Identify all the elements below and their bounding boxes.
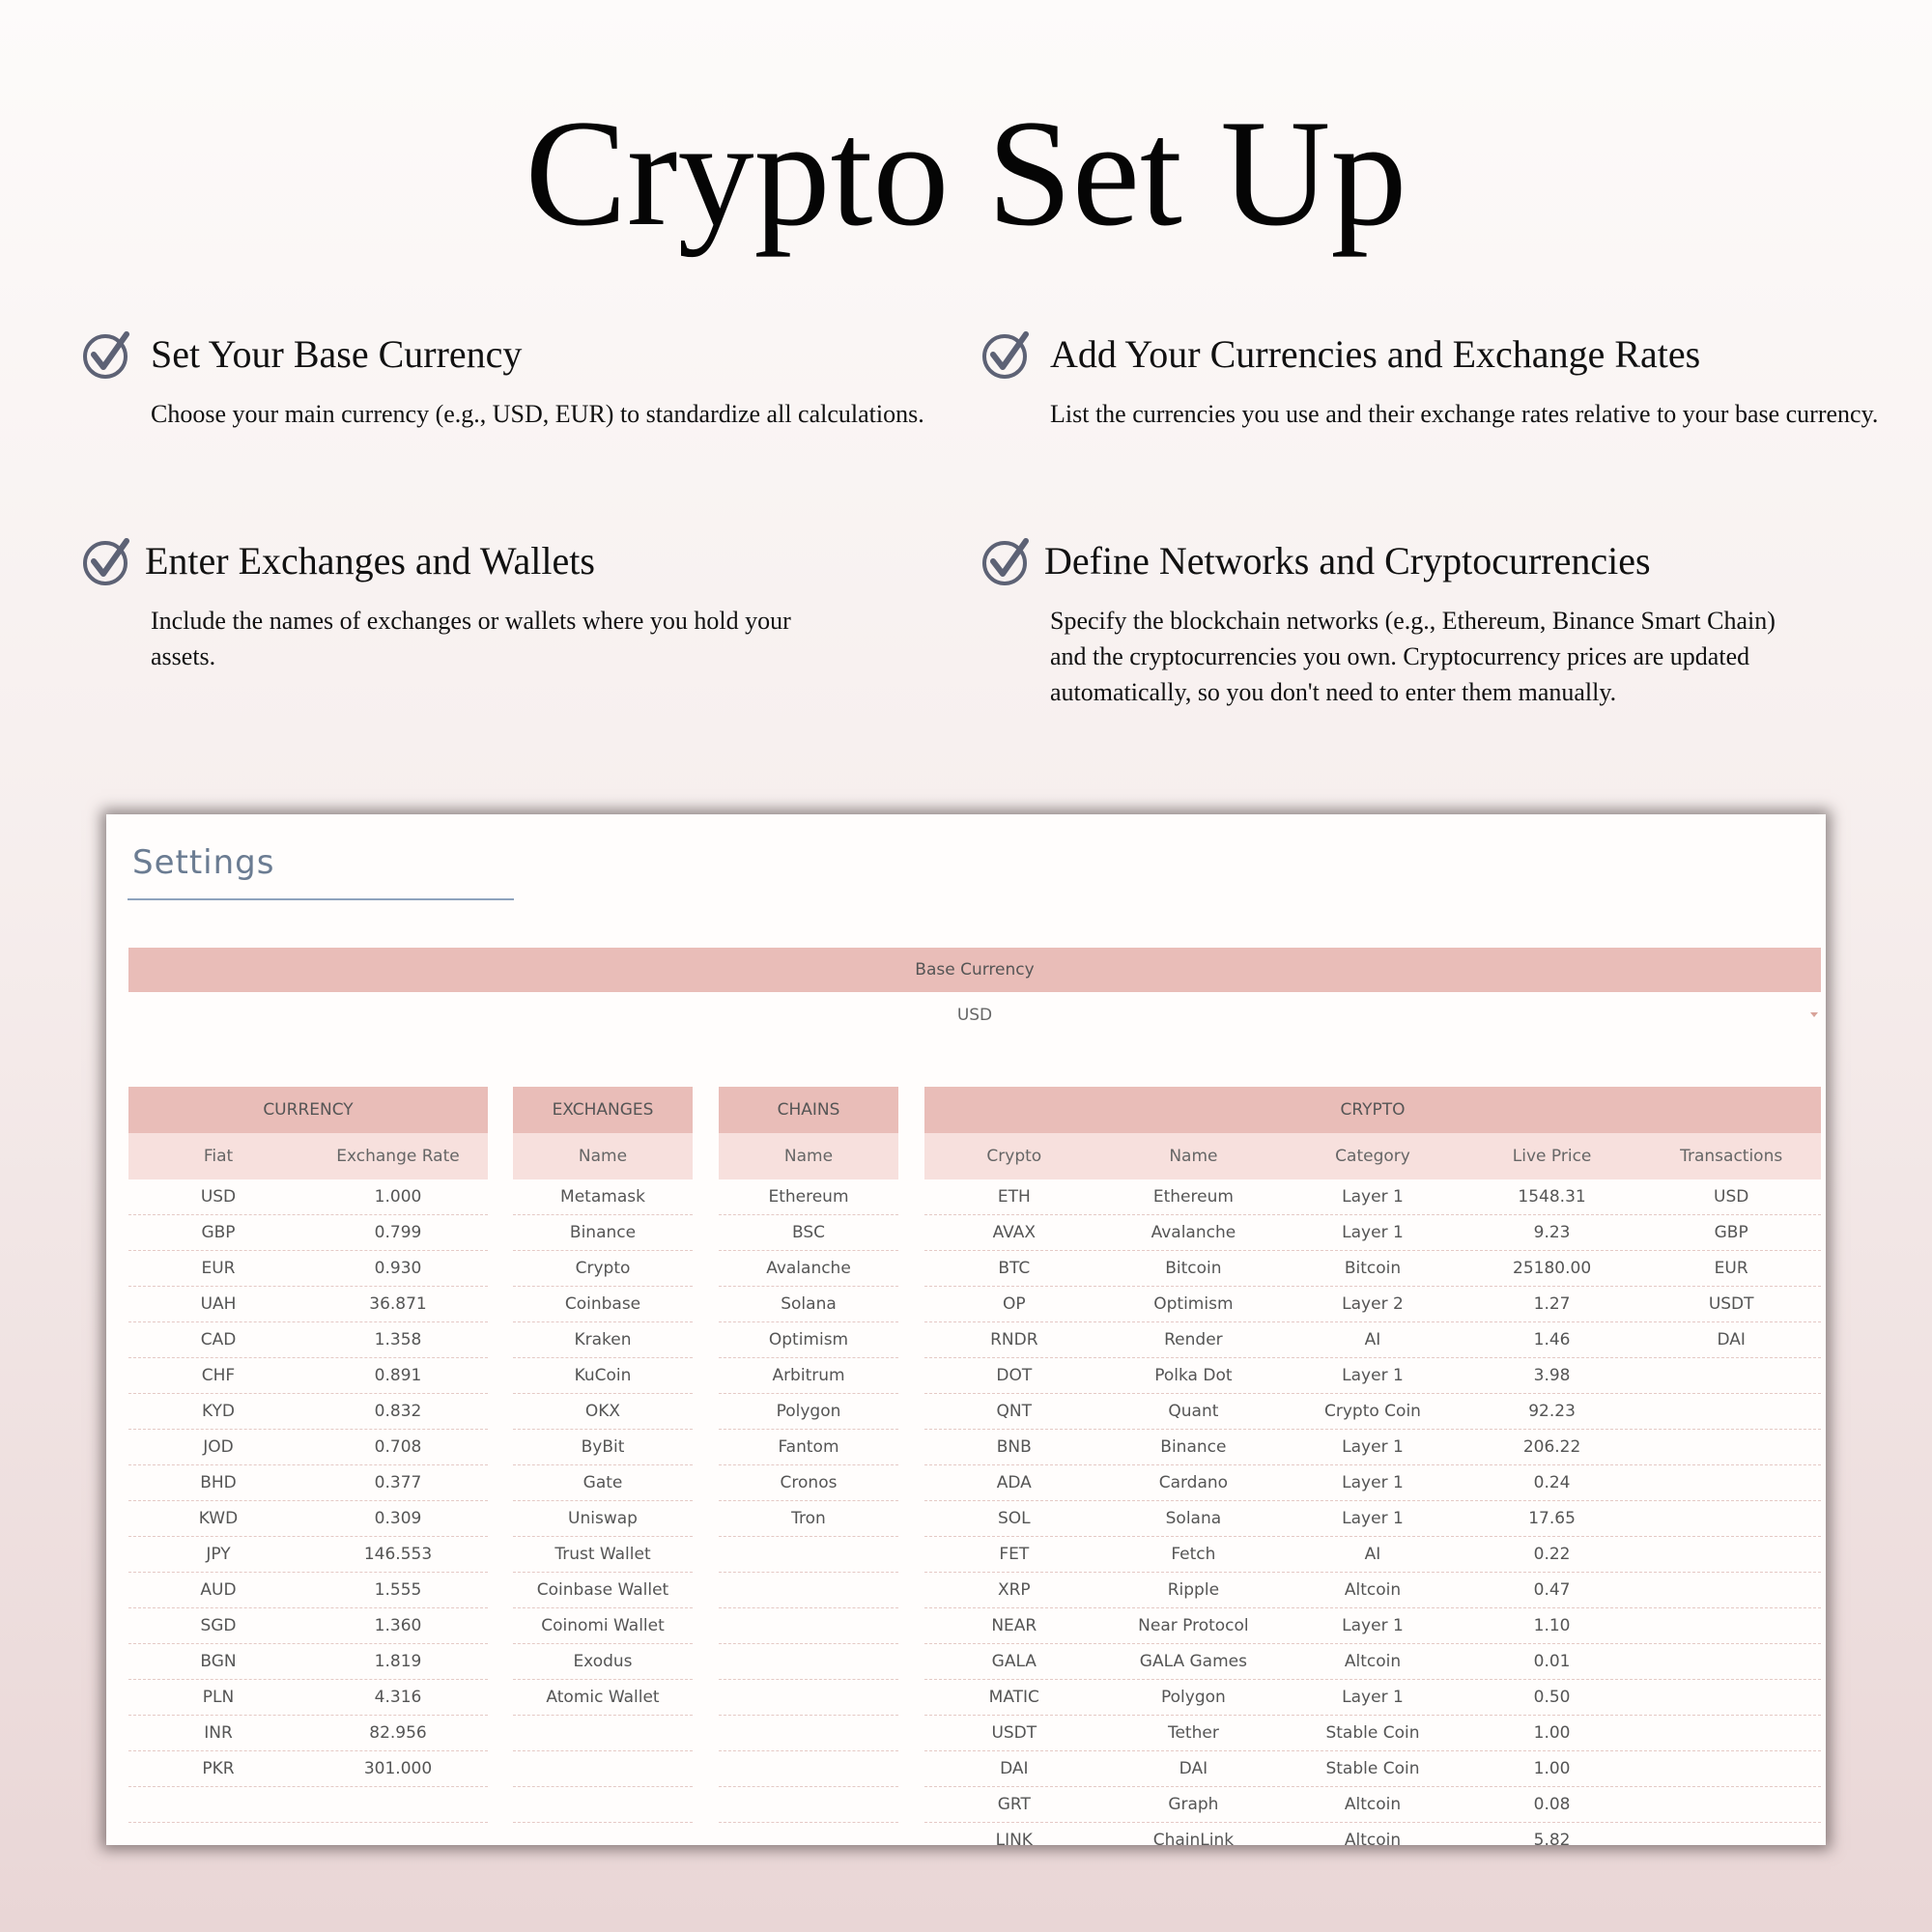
table-cell[interactable]: Binance [569, 1223, 637, 1242]
table-row[interactable] [719, 1215, 898, 1251]
table-cell[interactable]: XRP [997, 1580, 1031, 1600]
settings-panel [106, 814, 1826, 1845]
table-cell[interactable]: Stable Coin [1325, 1723, 1420, 1743]
table-cell[interactable]: Ethereum [768, 1187, 849, 1207]
table-row[interactable] [719, 1501, 898, 1537]
table-row[interactable] [128, 1322, 488, 1358]
column-header[interactable]: Name [1169, 1147, 1218, 1166]
table-cell[interactable] [128, 1823, 308, 1845]
table-row[interactable] [513, 1680, 693, 1716]
table-cell[interactable]: CAD [200, 1330, 237, 1350]
dropdown-arrow-icon[interactable] [1810, 1012, 1818, 1017]
table-cell[interactable]: 0.930 [374, 1259, 422, 1278]
table-cell[interactable]: PLN [202, 1688, 235, 1707]
table-cell[interactable]: Optimism [768, 1330, 849, 1350]
table-cell[interactable]: 0.01 [1533, 1652, 1571, 1671]
step-heading: Add Your Currencies and Exchange Rates [1050, 332, 1701, 376]
table-cell[interactable] [719, 1716, 898, 1750]
table-cell[interactable]: Stable Coin [1325, 1759, 1420, 1778]
table-row[interactable] [924, 1465, 1821, 1501]
table-cell[interactable] [1641, 1465, 1821, 1500]
table-row[interactable] [719, 1537, 898, 1573]
title-underline [128, 898, 514, 900]
column-header[interactable]: Name [578, 1147, 628, 1166]
table-cell[interactable] [719, 1823, 898, 1845]
table-cell[interactable]: Altcoin [1344, 1795, 1402, 1814]
table-cell[interactable]: 17.65 [1528, 1509, 1576, 1528]
table-cell[interactable]: Layer 1 [1342, 1473, 1404, 1492]
currency-table [128, 1087, 488, 1845]
table-cell[interactable]: 1.555 [374, 1580, 422, 1600]
table-cell[interactable] [1641, 1823, 1821, 1845]
table-cell[interactable]: Avalanche [1151, 1223, 1236, 1242]
table-cell[interactable]: SGD [200, 1616, 237, 1635]
table-row[interactable] [719, 1680, 898, 1716]
table-cell[interactable]: DAI [1000, 1759, 1029, 1778]
table-row[interactable] [924, 1823, 1821, 1845]
table-cell[interactable]: Fantom [778, 1437, 839, 1457]
table-cell[interactable]: AVAX [992, 1223, 1036, 1242]
table-row[interactable] [128, 1179, 488, 1215]
crypto-table [924, 1087, 1821, 1845]
table-row[interactable] [513, 1394, 693, 1430]
table-cell[interactable]: JPY [206, 1545, 231, 1564]
table-cell[interactable]: Layer 1 [1342, 1688, 1404, 1707]
table-row[interactable] [719, 1179, 898, 1215]
table-cell[interactable]: Optimism [1153, 1294, 1234, 1314]
table-row[interactable] [128, 1787, 488, 1823]
table-cell[interactable]: Tether [1167, 1723, 1219, 1743]
table-row[interactable] [128, 1215, 488, 1251]
table-cell[interactable] [719, 1644, 898, 1679]
table-row[interactable] [719, 1394, 898, 1430]
table-cell[interactable]: BSC [791, 1223, 826, 1242]
table-cell[interactable]: Gate [582, 1473, 623, 1492]
table-cell[interactable] [719, 1751, 898, 1786]
step-description: Choose your main currency (e.g., USD, EUR) to standardize all calculations. [151, 400, 924, 428]
table-cell[interactable] [1641, 1430, 1821, 1464]
table-row[interactable] [719, 1358, 898, 1394]
table-cell[interactable]: Exodus [573, 1652, 633, 1671]
table-cell[interactable]: ByBit [581, 1437, 625, 1457]
table-row[interactable] [513, 1501, 693, 1537]
table-row[interactable] [128, 1465, 488, 1501]
table-row[interactable] [719, 1823, 898, 1845]
table-row[interactable] [513, 1251, 693, 1287]
table-cell[interactable]: 0.377 [374, 1473, 422, 1492]
table-row[interactable] [128, 1751, 488, 1787]
table-row[interactable] [513, 1465, 693, 1501]
base-currency-header: Base Currency [128, 948, 1821, 992]
table-cell[interactable]: GALA Games [1139, 1652, 1247, 1671]
table-cell[interactable]: Solana [1165, 1509, 1222, 1528]
table-cell[interactable]: Layer 1 [1342, 1509, 1404, 1528]
column-header[interactable]: Fiat [203, 1147, 234, 1166]
table-row[interactable] [513, 1573, 693, 1608]
table-row[interactable] [513, 1537, 693, 1573]
table-cell[interactable]: OP [1002, 1294, 1026, 1314]
table-cell[interactable]: Layer 1 [1342, 1223, 1404, 1242]
table-cell[interactable]: BGN [200, 1652, 237, 1671]
table-cell[interactable]: Graph [1168, 1795, 1219, 1814]
table-row[interactable] [719, 1573, 898, 1608]
table-cell[interactable]: USDT [1708, 1294, 1754, 1314]
crypto-table-title: CRYPTO [924, 1087, 1821, 1133]
table-cell[interactable]: Altcoin [1344, 1831, 1402, 1845]
table-cell[interactable]: Polygon [776, 1402, 841, 1421]
table-row[interactable] [513, 1608, 693, 1644]
table-row[interactable] [924, 1644, 1821, 1680]
table-cell[interactable] [513, 1716, 693, 1750]
table-row[interactable] [128, 1716, 488, 1751]
table-row[interactable] [128, 1680, 488, 1716]
table-cell[interactable]: 1548.31 [1518, 1187, 1586, 1207]
table-row[interactable] [924, 1787, 1821, 1823]
table-row[interactable] [513, 1644, 693, 1680]
table-cell[interactable]: 92.23 [1528, 1402, 1576, 1421]
table-cell[interactable] [719, 1608, 898, 1643]
table-cell[interactable]: Crypto [575, 1259, 631, 1278]
table-cell[interactable]: 0.309 [374, 1509, 422, 1528]
table-cell[interactable]: 301.000 [363, 1759, 433, 1778]
table-cell[interactable]: ADA [996, 1473, 1032, 1492]
table-cell[interactable]: 82.956 [369, 1723, 427, 1743]
check-circle-icon [980, 535, 1033, 587]
table-cell[interactable] [1641, 1358, 1821, 1393]
table-cell[interactable]: OKX [584, 1402, 621, 1421]
table-cell[interactable]: UAH [200, 1294, 237, 1314]
table-cell[interactable] [513, 1787, 693, 1822]
table-cell[interactable]: USD [200, 1187, 237, 1207]
table-cell[interactable]: Cronos [780, 1473, 838, 1492]
table-row[interactable] [128, 1608, 488, 1644]
table-cell[interactable] [513, 1751, 693, 1786]
base-currency-select[interactable]: USD [128, 992, 1821, 1038]
table-row[interactable] [924, 1322, 1821, 1358]
table-row[interactable] [128, 1537, 488, 1573]
table-cell[interactable]: LINK [995, 1831, 1033, 1845]
table-cell[interactable]: MATIC [988, 1688, 1039, 1707]
table-cell[interactable]: SOL [997, 1509, 1031, 1528]
table-cell[interactable]: Layer 1 [1342, 1366, 1404, 1385]
table-row[interactable] [924, 1537, 1821, 1573]
table-cell[interactable]: 4.316 [374, 1688, 422, 1707]
table-row[interactable] [924, 1716, 1821, 1751]
table-cell[interactable]: Near Protocol [1138, 1616, 1249, 1635]
settings-title: Settings [132, 843, 275, 882]
table-row[interactable] [128, 1394, 488, 1430]
table-cell[interactable]: AI [1364, 1330, 1381, 1350]
table-cell[interactable]: Render [1164, 1330, 1223, 1350]
table-row[interactable] [128, 1573, 488, 1608]
table-cell[interactable]: 206.22 [1522, 1437, 1581, 1457]
table-cell[interactable] [719, 1537, 898, 1572]
table-cell[interactable]: EUR [1714, 1259, 1748, 1278]
table-row[interactable] [513, 1215, 693, 1251]
step-description: List the currencies you use and their exchange rates relative to your base currency. [1050, 400, 1879, 428]
table-cell[interactable]: Polka Dot [1154, 1366, 1233, 1385]
table-cell[interactable]: Quant [1168, 1402, 1219, 1421]
table-cell[interactable]: DAI [1179, 1759, 1208, 1778]
step-heading: Define Networks and Cryptocurrencies [1044, 539, 1651, 582]
table-cell[interactable]: KWD [198, 1509, 239, 1528]
table-cell[interactable]: Bitcoin [1344, 1259, 1402, 1278]
table-cell[interactable]: Uniswap [568, 1509, 638, 1528]
table-cell[interactable]: USDT [991, 1723, 1037, 1743]
table-cell[interactable]: AUD [200, 1580, 237, 1600]
table-cell[interactable]: Coinbase Wallet [536, 1580, 669, 1600]
table-cell[interactable] [1641, 1501, 1821, 1536]
page-title: Crypto Set Up [525, 89, 1407, 258]
table-cell[interactable]: Layer 1 [1342, 1616, 1404, 1635]
table-row[interactable] [924, 1179, 1821, 1215]
table-row[interactable] [924, 1680, 1821, 1716]
table-cell[interactable]: Binance [1160, 1437, 1227, 1457]
exchanges-table-title: EXCHANGES [513, 1087, 693, 1133]
table-cell[interactable]: BTC [998, 1259, 1031, 1278]
table-row[interactable] [513, 1787, 693, 1823]
step-description: Specify the blockchain networks (e.g., Ethereum, Binance Smart Chain) and the cryptocurrencies you own. Cryptocurrency prices are updated automatically, so you don't need to enter them manually. [1050, 607, 1776, 706]
table-cell[interactable]: KYD [201, 1402, 236, 1421]
table-row[interactable] [924, 1430, 1821, 1465]
table-row[interactable] [513, 1751, 693, 1787]
table-cell[interactable] [308, 1823, 488, 1845]
table-cell[interactable] [308, 1787, 488, 1822]
table-cell[interactable]: Avalanche [766, 1259, 851, 1278]
step-description: Include the names of exchanges or wallets where you hold your assets. [151, 607, 791, 670]
chains-column-headers [719, 1133, 898, 1179]
table-cell[interactable] [128, 1787, 308, 1822]
table-row[interactable] [513, 1287, 693, 1322]
table-row[interactable] [513, 1716, 693, 1751]
table-row[interactable] [719, 1751, 898, 1787]
table-row[interactable] [513, 1179, 693, 1215]
table-cell[interactable] [719, 1680, 898, 1715]
table-cell[interactable]: GBP [201, 1223, 236, 1242]
table-cell[interactable]: GALA [991, 1652, 1037, 1671]
table-cell[interactable] [1641, 1716, 1821, 1750]
table-cell[interactable]: DOT [996, 1366, 1033, 1385]
table-cell[interactable]: AI [1364, 1545, 1381, 1564]
table-cell[interactable] [1641, 1751, 1821, 1786]
column-header[interactable]: Crypto [986, 1147, 1042, 1166]
table-cell[interactable]: 0.832 [374, 1402, 422, 1421]
table-cell[interactable]: 0.24 [1533, 1473, 1571, 1492]
currency-column-headers [128, 1133, 488, 1179]
table-cell[interactable]: ChainLink [1152, 1831, 1235, 1845]
table-cell[interactable]: 1.00 [1533, 1723, 1571, 1743]
table-cell[interactable]: EUR [201, 1259, 236, 1278]
table-cell[interactable]: 146.553 [363, 1545, 433, 1564]
table-row[interactable] [924, 1501, 1821, 1537]
table-cell[interactable]: 0.891 [374, 1366, 422, 1385]
table-cell[interactable]: CHF [201, 1366, 236, 1385]
table-cell[interactable]: Cardano [1158, 1473, 1229, 1492]
table-cell[interactable]: 5.82 [1533, 1831, 1571, 1845]
table-cell[interactable]: 1.46 [1533, 1330, 1571, 1350]
table-cell[interactable]: Arbitrum [772, 1366, 845, 1385]
table-cell[interactable]: Solana [781, 1294, 837, 1314]
table-cell[interactable]: Metamask [560, 1187, 645, 1207]
table-row[interactable] [924, 1215, 1821, 1251]
table-cell[interactable]: USD [1714, 1187, 1749, 1207]
table-cell[interactable]: 1.819 [374, 1652, 422, 1671]
table-cell[interactable]: 0.799 [374, 1223, 422, 1242]
table-cell[interactable]: RNDR [990, 1330, 1038, 1350]
table-row[interactable] [719, 1430, 898, 1465]
chains-table [719, 1087, 898, 1845]
table-row[interactable] [719, 1608, 898, 1644]
table-cell[interactable] [1641, 1394, 1821, 1429]
table-cell[interactable]: Atomic Wallet [546, 1688, 660, 1707]
table-cell[interactable]: Coinomi Wallet [541, 1616, 665, 1635]
table-row[interactable] [719, 1716, 898, 1751]
table-row[interactable] [924, 1287, 1821, 1322]
table-cell[interactable] [1641, 1608, 1821, 1643]
table-cell[interactable]: Altcoin [1344, 1580, 1402, 1600]
table-cell[interactable]: 0.08 [1533, 1795, 1571, 1814]
table-cell[interactable]: BNB [996, 1437, 1032, 1457]
table-cell[interactable]: 36.871 [369, 1294, 427, 1314]
table-cell[interactable]: 1.00 [1533, 1759, 1571, 1778]
check-circle-icon [980, 328, 1033, 381]
table-row[interactable] [719, 1251, 898, 1287]
table-cell[interactable]: Trust Wallet [554, 1545, 651, 1564]
table-row[interactable] [128, 1823, 488, 1845]
table-cell[interactable] [719, 1573, 898, 1607]
table-row[interactable] [719, 1465, 898, 1501]
table-cell[interactable] [513, 1823, 693, 1845]
table-cell[interactable]: QNT [996, 1402, 1033, 1421]
step-heading: Set Your Base Currency [151, 332, 523, 376]
table-cell[interactable]: ETH [997, 1187, 1031, 1207]
step-heading: Enter Exchanges and Wallets [145, 539, 595, 582]
table-cell[interactable] [1641, 1573, 1821, 1607]
table-row[interactable] [128, 1358, 488, 1394]
table-cell[interactable]: 1.27 [1533, 1294, 1571, 1314]
table-cell[interactable]: 1.360 [374, 1616, 422, 1635]
table-cell[interactable]: Ripple [1167, 1580, 1220, 1600]
table-row[interactable] [924, 1358, 1821, 1394]
table-cell[interactable]: Bitcoin [1165, 1259, 1222, 1278]
table-cell[interactable] [1641, 1680, 1821, 1715]
table-cell[interactable]: Layer 1 [1342, 1187, 1404, 1207]
check-circle-icon [81, 535, 133, 587]
table-cell[interactable]: Altcoin [1344, 1652, 1402, 1671]
table-cell[interactable]: 0.47 [1533, 1580, 1571, 1600]
table-cell[interactable]: INR [204, 1723, 233, 1743]
table-cell[interactable]: Coinbase [564, 1294, 641, 1314]
table-row[interactable] [513, 1430, 693, 1465]
table-cell[interactable]: Ethereum [1152, 1187, 1234, 1207]
table-row[interactable] [513, 1322, 693, 1358]
table-cell[interactable] [1641, 1787, 1821, 1822]
check-circle-icon [81, 328, 133, 381]
currency-table-title: CURRENCY [128, 1087, 488, 1133]
table-cell[interactable]: PKR [202, 1759, 235, 1778]
table-cell[interactable]: Layer 1 [1342, 1437, 1404, 1457]
table-cell[interactable]: Tron [791, 1509, 826, 1528]
table-cell[interactable]: JOD [203, 1437, 234, 1457]
chains-table-title: CHAINS [719, 1087, 898, 1133]
table-cell[interactable]: Crypto Coin [1324, 1402, 1421, 1421]
table-cell[interactable]: Layer 2 [1342, 1294, 1404, 1314]
table-row[interactable] [719, 1287, 898, 1322]
table-row[interactable] [719, 1787, 898, 1823]
table-cell[interactable]: FET [999, 1545, 1030, 1564]
table-cell[interactable]: 1.000 [374, 1187, 422, 1207]
exchanges-column-headers [513, 1133, 693, 1179]
table-row[interactable] [924, 1751, 1821, 1787]
table-cell[interactable]: 1.10 [1533, 1616, 1571, 1635]
table-cell[interactable]: GBP [1714, 1223, 1748, 1242]
table-cell[interactable]: Kraken [574, 1330, 632, 1350]
table-cell[interactable]: 9.23 [1533, 1223, 1571, 1242]
column-header[interactable]: Live Price [1512, 1147, 1592, 1166]
table-row[interactable] [128, 1644, 488, 1680]
exchanges-table [513, 1087, 693, 1845]
table-row[interactable] [513, 1358, 693, 1394]
table-cell[interactable]: 1.358 [374, 1330, 422, 1350]
table-row[interactable] [513, 1823, 693, 1845]
table-row[interactable] [128, 1501, 488, 1537]
table-cell[interactable]: 25180.00 [1513, 1259, 1592, 1278]
table-row[interactable] [924, 1394, 1821, 1430]
table-cell[interactable]: 0.708 [374, 1437, 422, 1457]
table-cell[interactable]: KuCoin [574, 1366, 632, 1385]
table-row[interactable] [719, 1644, 898, 1680]
crypto-column-headers [924, 1133, 1821, 1179]
table-cell[interactable]: NEAR [991, 1616, 1037, 1635]
table-row[interactable] [128, 1287, 488, 1322]
table-cell[interactable]: 3.98 [1533, 1366, 1571, 1385]
table-row[interactable] [924, 1573, 1821, 1608]
table-cell[interactable] [1641, 1537, 1821, 1572]
table-cell[interactable]: 0.22 [1533, 1545, 1571, 1564]
table-row[interactable] [128, 1251, 488, 1287]
table-cell[interactable] [719, 1787, 898, 1822]
table-cell[interactable]: Polygon [1160, 1688, 1226, 1707]
table-row[interactable] [924, 1251, 1821, 1287]
column-header[interactable]: Name [783, 1147, 834, 1166]
table-cell[interactable] [1641, 1644, 1821, 1679]
table-cell[interactable]: Fetch [1171, 1545, 1216, 1564]
table-row[interactable] [128, 1430, 488, 1465]
table-row[interactable] [719, 1322, 898, 1358]
table-cell[interactable]: GRT [997, 1795, 1031, 1814]
column-header[interactable]: Transactions [1680, 1147, 1783, 1166]
table-cell[interactable]: 0.50 [1533, 1688, 1571, 1707]
table-cell[interactable]: DAI [1717, 1330, 1746, 1350]
table-cell[interactable]: BHD [200, 1473, 237, 1492]
table-row[interactable] [924, 1608, 1821, 1644]
column-header[interactable]: Exchange Rate [336, 1147, 460, 1166]
column-header[interactable]: Category [1335, 1147, 1410, 1166]
